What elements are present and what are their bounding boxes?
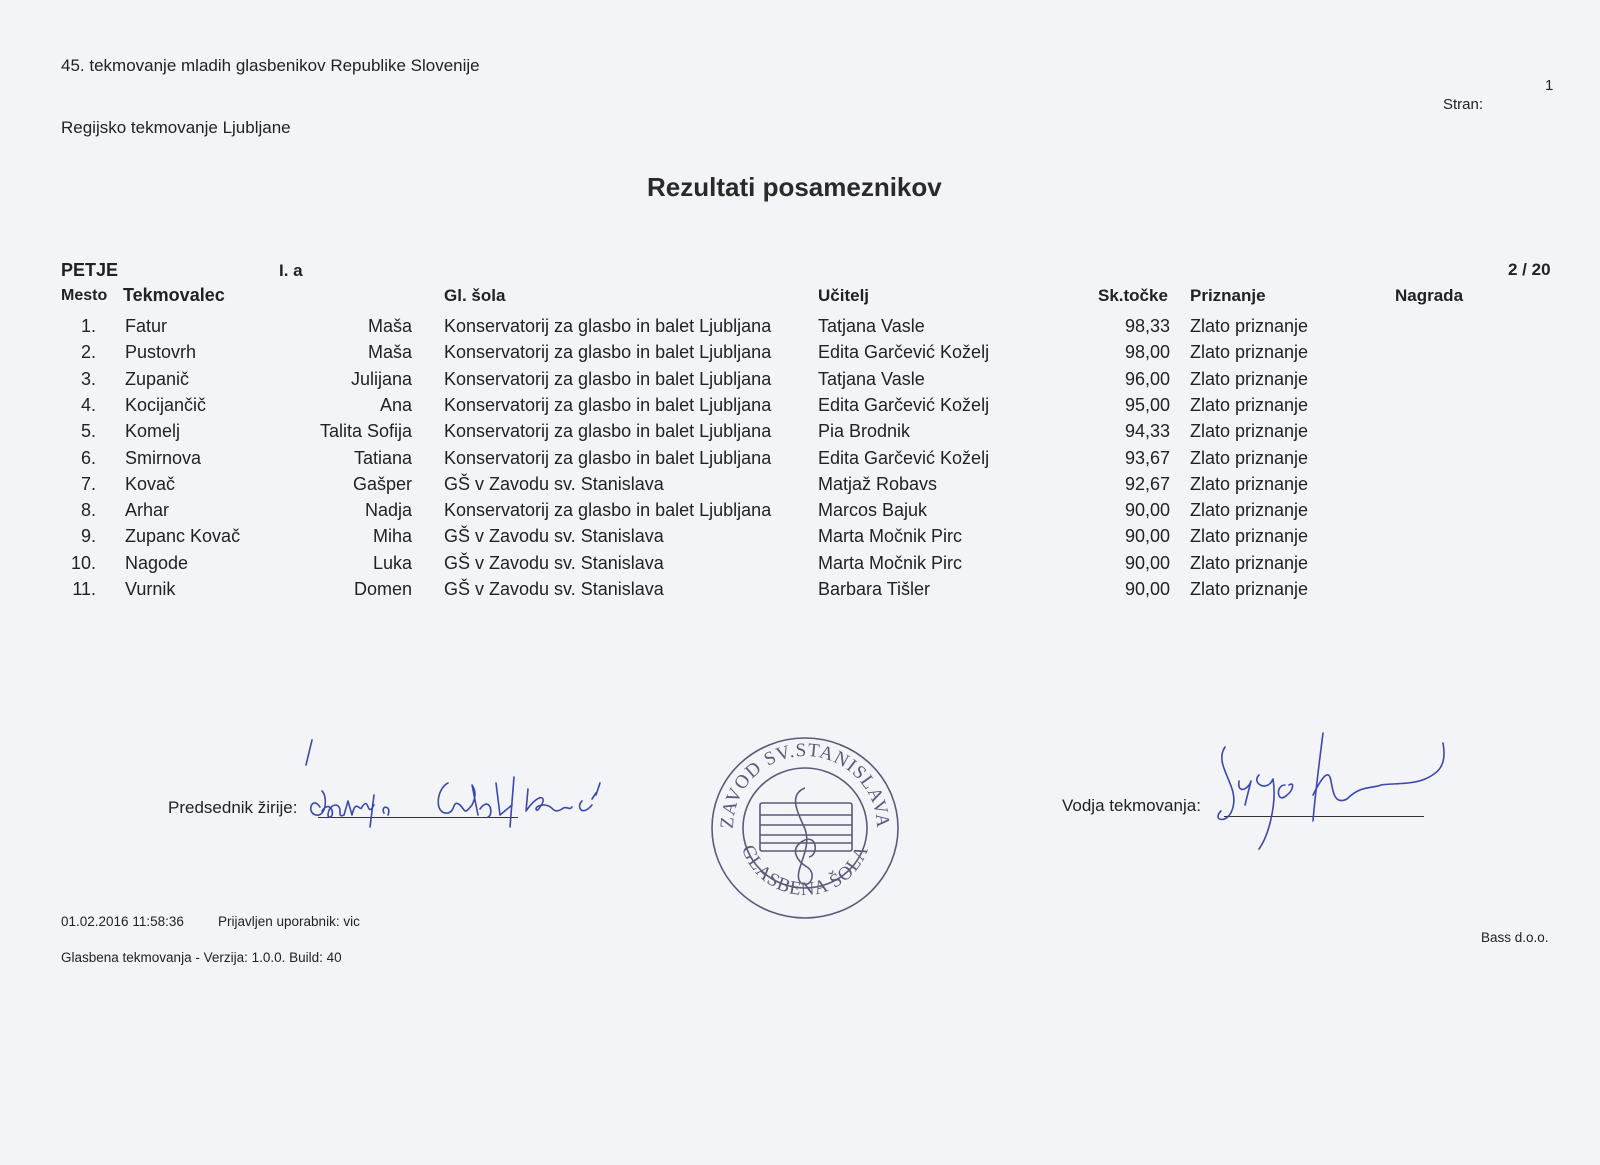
recognition-cell: Zlato priznanje bbox=[1190, 552, 1309, 573]
school-cell: Konservatorij za glasbo in balet Ljubljana bbox=[444, 368, 772, 389]
recognition-cell: Zlato priznanje bbox=[1190, 473, 1309, 494]
place-cell: 8. bbox=[80, 500, 96, 521]
school-cell: Konservatorij za glasbo in balet Ljubljana bbox=[444, 316, 772, 336]
points-cell: 90,00 bbox=[1124, 579, 1170, 599]
print-timestamp: 01.02.2016 11:58:36 bbox=[61, 914, 184, 929]
place-cell: 10. bbox=[70, 552, 96, 573]
school-cell: Konservatorij za glasbo in balet Ljubljana bbox=[444, 447, 772, 468]
stamp-top-text: +ZAVOD SV.STANISLAVA+ bbox=[699, 717, 894, 830]
points-cell: 90,00 bbox=[1124, 552, 1170, 573]
teacher-cell: Marcos Bajuk bbox=[818, 500, 928, 521]
first-name-cell: Julijana bbox=[350, 368, 412, 389]
points-cell: 90,00 bbox=[1124, 526, 1170, 547]
place-cell: 4. bbox=[80, 394, 96, 415]
teacher-cell: Edita Garčević Koželj bbox=[818, 342, 990, 363]
stamp-bottom-text: GLASBENA ŠOLA bbox=[736, 842, 874, 901]
place-cell: 5. bbox=[80, 421, 96, 442]
first-name-cell: Domen bbox=[353, 579, 412, 599]
result-count: 2 / 20 bbox=[1508, 260, 1551, 279]
logged-in-user: Prijavljen uporabnik: vic bbox=[218, 914, 360, 929]
teacher-cell: Tatjana Vasle bbox=[818, 368, 925, 389]
recognition-cell: Zlato priznanje bbox=[1190, 500, 1309, 521]
points-cell: 93,67 bbox=[1124, 447, 1170, 468]
competition-leader-label: Vodja tekmovanja: bbox=[1062, 796, 1201, 815]
points-cell: 96,00 bbox=[1124, 368, 1170, 389]
recognition-cell: Zlato priznanje bbox=[1190, 421, 1309, 442]
recognition-cell: Zlato priznanje bbox=[1190, 526, 1309, 547]
surname-cell: Fatur bbox=[125, 316, 168, 336]
vendor-name: Bass d.o.o. bbox=[1481, 930, 1549, 945]
column-header-award: Nagrada bbox=[1395, 286, 1464, 305]
first-name-cell: Nadja bbox=[364, 500, 412, 521]
recognition-cell: Zlato priznanje bbox=[1190, 342, 1309, 363]
teacher-cell: Edita Garčević Koželj bbox=[818, 447, 990, 468]
page-label: Stran: bbox=[1443, 96, 1484, 113]
points-cell: 98,00 bbox=[1124, 342, 1170, 363]
points-cell: 92,67 bbox=[1124, 473, 1170, 494]
surname-cell: Arhar bbox=[125, 500, 170, 521]
place-cell: 1. bbox=[80, 316, 96, 336]
school-cell: GŠ v Zavodu sv. Stanislava bbox=[444, 526, 664, 547]
place-cell: 9. bbox=[80, 526, 96, 547]
school-cell: GŠ v Zavodu sv. Stanislava bbox=[444, 473, 664, 494]
surname-cell: Kovač bbox=[125, 473, 176, 494]
place-cell: 2. bbox=[80, 342, 96, 363]
school-cell: Konservatorij za glasbo in balet Ljubljana bbox=[444, 342, 772, 363]
surname-cell: Pustovrh bbox=[125, 342, 197, 363]
points-cell: 90,00 bbox=[1124, 500, 1170, 521]
jury-president-label: Predsednik žirije: bbox=[168, 798, 298, 817]
surname-cell: Zupanc Kovač bbox=[125, 526, 241, 547]
school-cell: Konservatorij za glasbo in balet Ljubljana bbox=[444, 500, 772, 521]
svg-text:+ZAVOD SV.STANISLAVA+ bbox=[699, 717, 893, 829]
school-cell: Konservatorij za glasbo in balet Ljubljana bbox=[444, 394, 772, 415]
place-cell: 11. bbox=[72, 579, 96, 599]
place-cell: 3. bbox=[80, 368, 96, 389]
points-cell: 94,33 bbox=[1124, 421, 1170, 442]
regional-competition: Regijsko tekmovanje Ljubljane bbox=[61, 118, 291, 137]
first-name-cell: Miha bbox=[372, 526, 412, 547]
competition-name: 45. tekmovanje mladih glasbenikov Republike Slovenije bbox=[61, 56, 480, 75]
teacher-cell: Marta Močnik Pirc bbox=[818, 552, 963, 573]
first-name-cell: Ana bbox=[379, 394, 412, 415]
first-name-cell: Maša bbox=[367, 316, 412, 336]
jury-signature bbox=[300, 735, 630, 850]
school-cell: GŠ v Zavodu sv. Stanislava bbox=[444, 552, 664, 573]
discipline: PETJE bbox=[61, 260, 119, 280]
first-name-cell: Tatiana bbox=[353, 447, 412, 468]
column-header-points: Sk.točke bbox=[1098, 286, 1168, 305]
first-name-cell: Talita Sofija bbox=[319, 421, 412, 442]
surname-cell: Vurnik bbox=[125, 579, 176, 599]
recognition-cell: Zlato priznanje bbox=[1190, 579, 1309, 599]
teacher-cell: Tatjana Vasle bbox=[818, 316, 925, 336]
points-cell: 98,33 bbox=[1124, 316, 1170, 336]
points-cell: 95,00 bbox=[1124, 394, 1170, 415]
surname-cell: Komelj bbox=[125, 421, 181, 442]
column-header-competitor: Tekmovalec bbox=[123, 285, 225, 305]
first-name-cell: Gašper bbox=[352, 473, 412, 494]
page-title: Rezultati posameznikov bbox=[647, 172, 942, 202]
first-name-cell: Maša bbox=[367, 342, 412, 363]
school-cell: Konservatorij za glasbo in balet Ljubljana bbox=[444, 421, 772, 442]
teacher-cell: Pia Brodnik bbox=[818, 421, 911, 442]
category: I. a bbox=[279, 261, 303, 280]
first-name-cell: Luka bbox=[372, 552, 412, 573]
column-header-place: Mesto bbox=[61, 287, 108, 304]
teacher-cell: Edita Garčević Koželj bbox=[818, 394, 990, 415]
teacher-cell: Marta Močnik Pirc bbox=[818, 526, 963, 547]
teacher-cell: Barbara Tišler bbox=[818, 579, 931, 599]
surname-cell: Smirnova bbox=[125, 447, 202, 468]
school-stamp bbox=[699, 717, 905, 923]
place-cell: 6. bbox=[80, 447, 96, 468]
page-number: 1 bbox=[1545, 77, 1554, 94]
recognition-cell: Zlato priznanje bbox=[1190, 316, 1309, 336]
leader-signature bbox=[1215, 725, 1475, 865]
column-header-recognition: Priznanje bbox=[1190, 286, 1266, 305]
teacher-cell: Matjaž Robavs bbox=[818, 473, 938, 494]
app-version: Glasbena tekmovanja - Verzija: 1.0.0. Build: 40 bbox=[61, 950, 342, 965]
recognition-cell: Zlato priznanje bbox=[1190, 368, 1309, 389]
column-header-teacher: Učitelj bbox=[818, 286, 870, 305]
recognition-cell: Zlato priznanje bbox=[1190, 447, 1309, 468]
school-cell: GŠ v Zavodu sv. Stanislava bbox=[444, 579, 664, 599]
surname-cell: Kocijančič bbox=[125, 394, 207, 415]
surname-cell: Nagode bbox=[125, 552, 189, 573]
place-cell: 7. bbox=[80, 473, 96, 494]
recognition-cell: Zlato priznanje bbox=[1190, 394, 1309, 415]
column-header-school: Gl. šola bbox=[444, 286, 506, 305]
surname-cell: Zupanič bbox=[125, 368, 190, 389]
